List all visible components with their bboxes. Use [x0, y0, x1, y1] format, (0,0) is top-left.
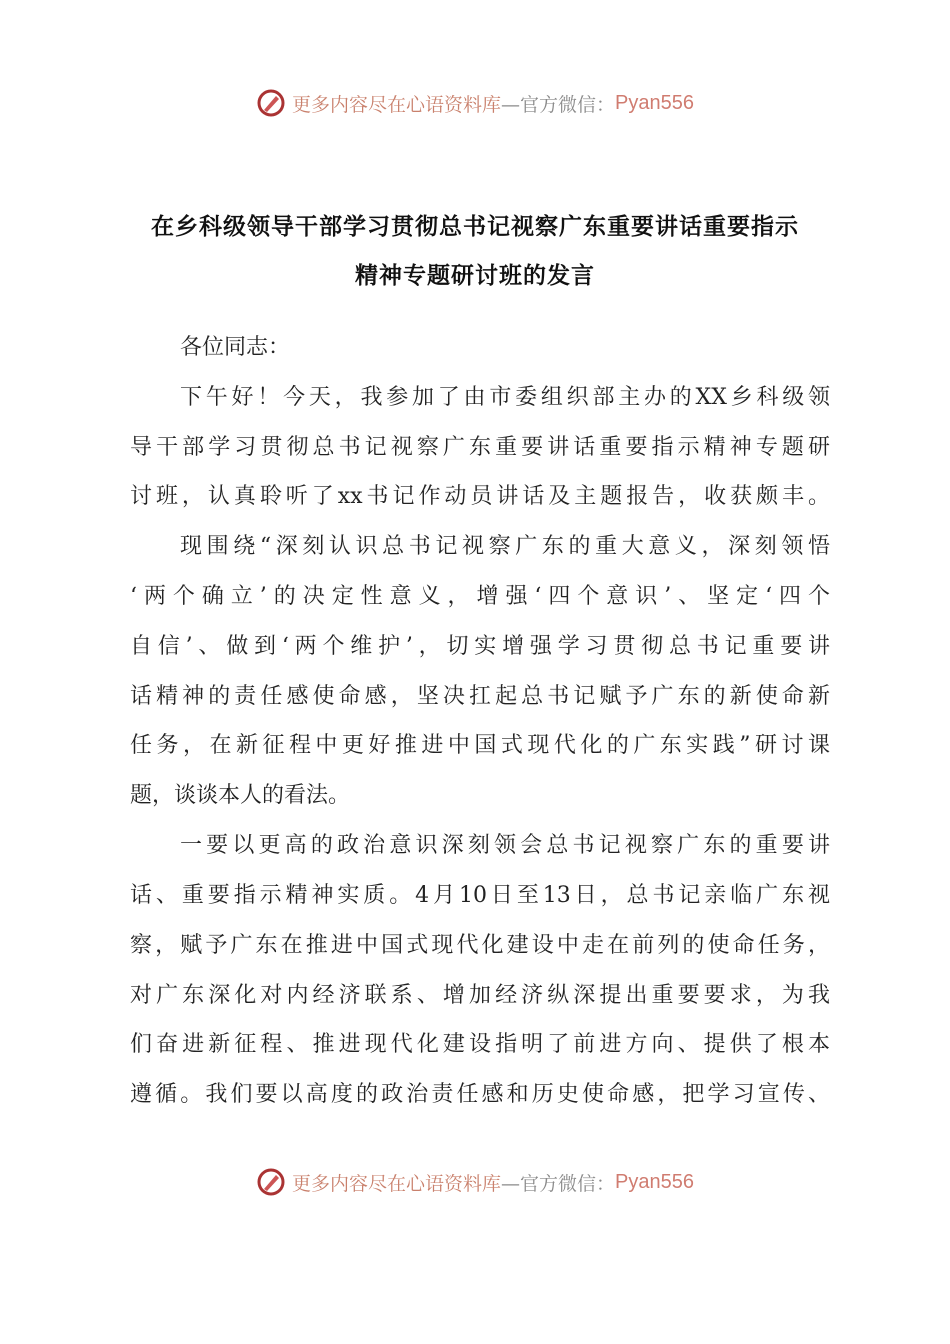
- watermark-wechat-id: Pyan556: [615, 1170, 694, 1193]
- body-line: 们奋进新征程、推进现代化建设指明了前进方向、提供了根本: [130, 1032, 830, 1057]
- salutation: 各位同志：: [180, 335, 291, 360]
- body-line: 话、重要指示精神实质。4月10日至13日，总书记亲临广东视: [130, 883, 830, 908]
- body-line: 察，赋予广东在推进中国式现代化建设中走在前列的使命任务，: [130, 933, 830, 958]
- watermark-text: 更多内容尽在心语资料库: [292, 1172, 502, 1195]
- watermark-wechat-id: Pyan556: [615, 91, 694, 114]
- body-line: 对广东深化对内经济联系、增加经济纵深提出重要要求，为我: [130, 983, 830, 1008]
- body-line: 话精神的责任感使命感，坚决扛起总书记赋予广东的新使命新: [130, 684, 830, 709]
- watermark-text: 更多内容尽在心语资料库: [292, 93, 502, 116]
- body-line: 任务，在新征程中更好推进中国式现代化的广东实践”研讨课: [130, 733, 830, 758]
- body-line: 讨班，认真聆听了xx书记作动员讲话及主题报告，收获颇丰。: [130, 484, 830, 509]
- body-line: 现围绕“深刻认识总书记视察广东的重大意义，深刻领悟: [180, 534, 830, 559]
- body-line: 遵循。我们要以高度的政治责任感和历史使命感，把学习宣传、: [130, 1082, 830, 1107]
- body-line: 自信’、做到‘两个维护’，切实增强学习贯彻总书记重要讲: [130, 634, 830, 659]
- pen-logo-icon: [256, 88, 286, 118]
- watermark-wechat-label: —官方微信：: [501, 93, 616, 116]
- document-title-line-2: 精神专题研讨班的发言: [355, 262, 595, 289]
- body-line: 题，谈谈本人的看法。: [130, 783, 351, 808]
- watermark-wechat-label: —官方微信：: [501, 1172, 616, 1195]
- body-line: 下午好！今天，我参加了由市委组织部主办的XX乡科级领: [180, 385, 830, 410]
- pen-logo-icon: [256, 1167, 286, 1197]
- body-line: 导干部学习贯彻总书记视察广东重要讲话重要指示精神专题研: [130, 435, 830, 460]
- footer-watermark: [0, 1167, 950, 1197]
- body-line: ‘两个确立’的决定性意义，增强‘四个意识’、坚定‘四个: [130, 584, 830, 609]
- header-watermark: [0, 88, 950, 118]
- document-title-line-1: 在乡科级领导干部学习贯彻总书记视察广东重要讲话重要指示: [151, 213, 799, 240]
- body-line: 一要以更高的政治意识深刻领会总书记视察广东的重要讲: [180, 833, 830, 858]
